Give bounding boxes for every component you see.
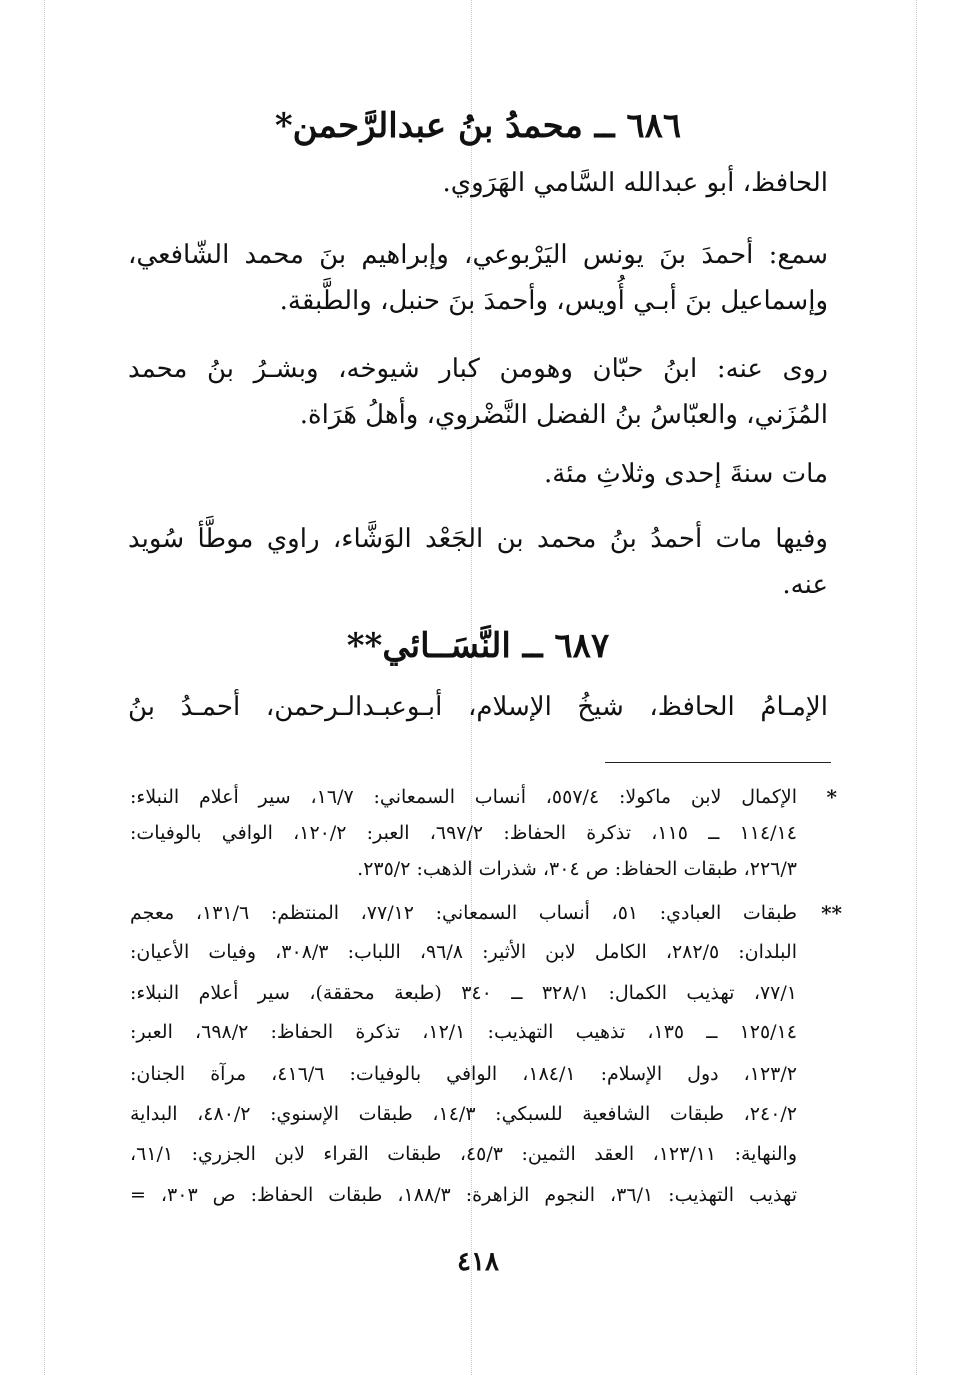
- footnote-line: ٧٧/١، تهذيب الكمال: ٣٢٨/١ ــ ٣٤٠ (طبعة محققة)، سير أعلام النبلاء:: [130, 982, 797, 1004]
- footnote-line: ٢٢٦/٣، طبقات الحفاظ: ص ٣٠٤، شذرات الذهب: ٢٣٥/٢.: [357, 858, 797, 880]
- entry-686-line: سمع: أحمدَ بنَ يونس اليَرْبوعي، وإبراهيم بنَ محمد الشّافعي،: [128, 240, 828, 270]
- scan-line-left: [44, 0, 45, 1375]
- footnote-line: الإكمال لابن ماكولا: ٥٥٧/٤، أنساب السمعاني: ١٦/٧، سير أعلام النبلاء:: [130, 786, 797, 808]
- entry-687-line: الإمـامُ الحافظ، شيخُ الإسلام، أبـوعبـدالـرحمن، أحمـدُ بنُ: [128, 692, 828, 722]
- footnote-line: والنهاية: ١٢٣/١١، العقد الثمين: ٤٥/٣، طبقات القراء لابن الجزري: ٦١/١،: [130, 1143, 797, 1165]
- footnote-line: ١٢٥/١٤ ــ ١٣٥، تذهيب التهذيب: ١٢/١، تذكرة الحفاظ: ٦٩٨/٢، العبر:: [130, 1021, 797, 1043]
- footnote-mark: *: [826, 785, 837, 809]
- entry-687-heading: ٦٨٧ ــ النَّسَــائي**: [346, 626, 610, 666]
- entry-686-line: روى عنه: ابنُ حبّان وهومن كبار شيوخه، وبشـرُ بنُ محمد: [128, 354, 828, 384]
- page-number: ٤١٨: [457, 1247, 499, 1277]
- entry-686-line: عنه.: [782, 570, 828, 600]
- entry-686-line: المُزَني، والعبّاسُ بنُ الفضل النَّضْروي، وأهلُ هَرَاة.: [299, 400, 828, 430]
- footnote-line: طبقات العبادي: ٥١، أنساب السمعاني: ٧٧/١٢، المنتظم: ١٣١/٦، معجم: [130, 902, 797, 924]
- entry-686-line: وفيها مات أحمدُ بنُ محمد بن الجَعْد الوَشَّاء، راوي موطَّأ سُويد: [128, 524, 828, 554]
- entry-686-line: الحافظ، أبو عبدالله السَّامي الهَرَوي.: [442, 168, 828, 198]
- footnote-line: ٢٤٠/٢، طبقات الشافعية للسبكي: ١٤/٣، طبقات الإسنوي: ٤٨٠/٢، البداية: [130, 1103, 798, 1125]
- footnote-line: ١١٤/١٤ ــ ١١٥، تذكرة الحفاظ: ٦٩٧/٢، العبر: ١٢٠/٢، الوافي بالوفيات:: [130, 822, 797, 844]
- footnote-divider: [605, 762, 831, 763]
- footnote-mark: **: [821, 901, 842, 925]
- scan-line-right: [916, 0, 917, 1375]
- entry-686-line: وإسماعيل بنَ أبـي أُويس، وأحمدَ بنَ حنبل، والطَّبقة.: [279, 286, 828, 316]
- entry-686-line: مات سنةَ إحدى وثلاثِ مئة.: [543, 459, 828, 489]
- entry-686-heading: ٦٨٦ ــ محمدُ بنُ عبدالرَّحمن*: [274, 106, 682, 146]
- footnote-line: تهذيب التهذيب: ٣٦/١، النجوم الزاهرة: ١٨٨/٣، طبقات الحفاظ: ص ٣٠٣، =: [130, 1184, 798, 1206]
- footnote-line: البلدان: ٢٨٢/٥، الكامل لابن الأثير: ٩٦/٨، اللباب: ٣٠٨/٣، وفيات الأعيان:: [130, 941, 797, 963]
- footnote-line: ١٢٣/٢، دول الإسلام: ١٨٤/١، الوافي بالوفيات: ٤١٦/٦، مرآة الجنان:: [130, 1063, 797, 1085]
